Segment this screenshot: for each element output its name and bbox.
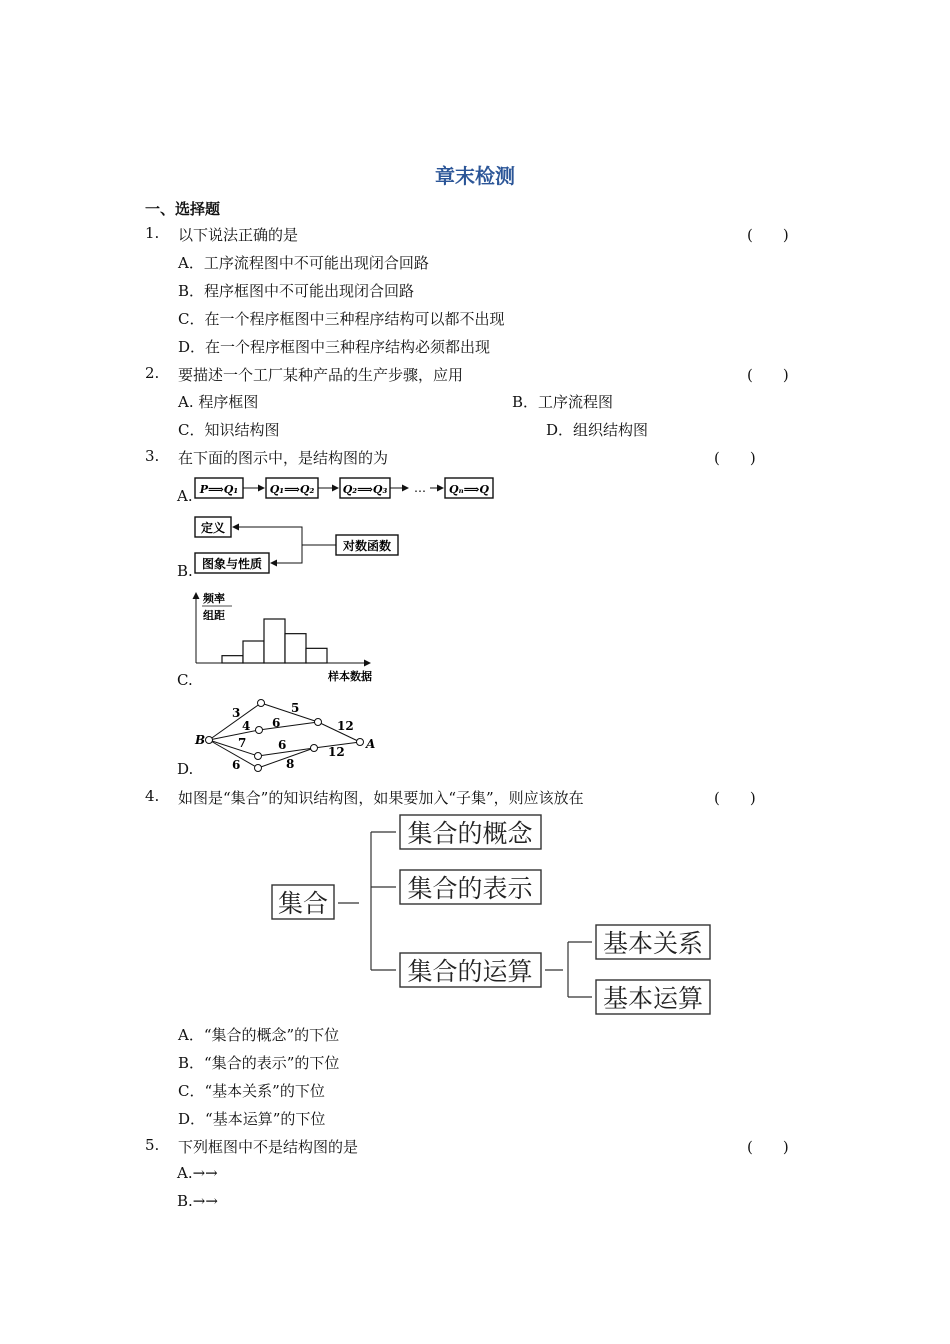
edge-weight: 6 xyxy=(272,716,281,730)
q5-option-b: B.→→ xyxy=(177,1192,218,1210)
flow-box-2: Q₁⟹Q₂ xyxy=(269,483,315,496)
edge-weight: 12 xyxy=(328,745,345,759)
edge-weight: 4 xyxy=(242,719,251,733)
edge-weight: 6 xyxy=(278,738,287,752)
q4-answer-blank: ( ) xyxy=(714,789,756,807)
tree-node-concept: 集合的概念 xyxy=(407,819,533,848)
q3-figure-d xyxy=(192,693,382,778)
histogram-bar xyxy=(285,634,306,663)
q3-figure-a xyxy=(190,474,500,504)
q1-option-c: C．在一个程序框图中三种程序结构可以都不出现 xyxy=(178,310,505,328)
histogram-bar xyxy=(264,619,285,663)
tree-root: 集合 xyxy=(277,889,329,918)
q1-answer-blank: ( ) xyxy=(747,226,789,244)
q3-stem: 在下面的图示中，是结构图的为 xyxy=(178,449,389,467)
figb-top-box: 定义 xyxy=(200,521,226,535)
histogram-ylabel-bottom: 组距 xyxy=(203,609,225,622)
graph-node-end: A xyxy=(366,737,376,751)
q5-stem: 下列框图中不是结构图的是 xyxy=(178,1138,359,1156)
histogram-ylabel-top: 频率 xyxy=(203,592,225,605)
q3-option-c: C. xyxy=(177,671,193,689)
q4-knowledge-tree xyxy=(265,810,720,1020)
tree-node-operation: 集合的运算 xyxy=(407,957,533,986)
page-title: 章末检测 xyxy=(435,164,515,188)
histogram-xlabel: 样本数据 xyxy=(328,670,372,683)
q3-option-d: D. xyxy=(177,760,194,778)
q1-stem: 以下说法正确的是 xyxy=(178,226,299,244)
histogram-bar xyxy=(222,656,243,663)
q5-answer-blank: ( ) xyxy=(747,1138,789,1156)
histogram-bar xyxy=(306,648,327,663)
tree-node-basic-relation: 基本关系 xyxy=(602,929,704,958)
tree-node-basic-operation: 基本运算 xyxy=(602,984,704,1013)
q1-option-d: D．在一个程序框图中三种程序结构必须都出现 xyxy=(178,338,491,356)
q4-number: 4. xyxy=(145,787,160,805)
q1-option-b: B．程序框图中不可能出现闭合回路 xyxy=(178,282,415,300)
q3-option-b: B. xyxy=(177,562,193,580)
edge-weight: 5 xyxy=(291,701,300,715)
q3-option-a: A. xyxy=(177,487,193,505)
edge-weight: 7 xyxy=(238,736,247,750)
flow-box-1: P⟹Q₁ xyxy=(199,483,239,496)
q1-number: 1. xyxy=(145,224,160,242)
edge-weight: 8 xyxy=(286,757,295,771)
edge-weight: 12 xyxy=(337,719,354,733)
q5-number: 5. xyxy=(145,1136,160,1154)
q4-option-d: D．“基本运算”的下位 xyxy=(178,1110,326,1128)
q3-figure-c xyxy=(185,588,395,686)
tree-node-representation: 集合的表示 xyxy=(407,874,533,903)
q4-option-a: A．“集合的概念”的下位 xyxy=(178,1026,340,1044)
flow-box-3: Q₂⟹Q₃ xyxy=(342,483,388,496)
q2-option-d: D．组织结构图 xyxy=(546,421,649,439)
graph-node-start: B xyxy=(195,733,206,747)
q2-number: 2. xyxy=(145,364,160,382)
figb-bottom-box: 图象与性质 xyxy=(201,557,263,571)
flow-ellipsis: … xyxy=(414,481,426,495)
q2-option-a: A. 程序框图 xyxy=(178,393,259,411)
q2-option-c: C．知识结构图 xyxy=(178,421,280,439)
q2-option-b: B．工序流程图 xyxy=(512,393,614,411)
q1-option-a: A．工序流程图中不可能出现闭合回路 xyxy=(178,254,429,272)
q3-answer-blank: ( ) xyxy=(714,449,756,467)
edge-weight: 6 xyxy=(232,758,241,772)
q4-option-c: C．“基本关系”的下位 xyxy=(178,1082,325,1100)
q3-number: 3. xyxy=(145,447,160,465)
q2-stem: 要描述一个工厂某种产品的生产步骤，应用 xyxy=(178,366,464,384)
q5-option-a: A.→→ xyxy=(177,1164,218,1182)
q2-answer-blank: ( ) xyxy=(747,366,789,384)
figb-right-box: 对数函数 xyxy=(342,539,392,553)
flow-box-4: Qₙ⟹Q xyxy=(449,483,489,496)
edge-weight: 3 xyxy=(232,706,241,720)
histogram-bar xyxy=(243,641,264,663)
section-heading: 一、选择题 xyxy=(145,200,221,218)
q4-option-b: B．“集合的表示”的下位 xyxy=(178,1054,340,1072)
q3-figure-b xyxy=(190,512,405,578)
q4-stem: 如图是“集合”的知识结构图，如果要加入“子集”，则应该放在 xyxy=(178,789,584,807)
